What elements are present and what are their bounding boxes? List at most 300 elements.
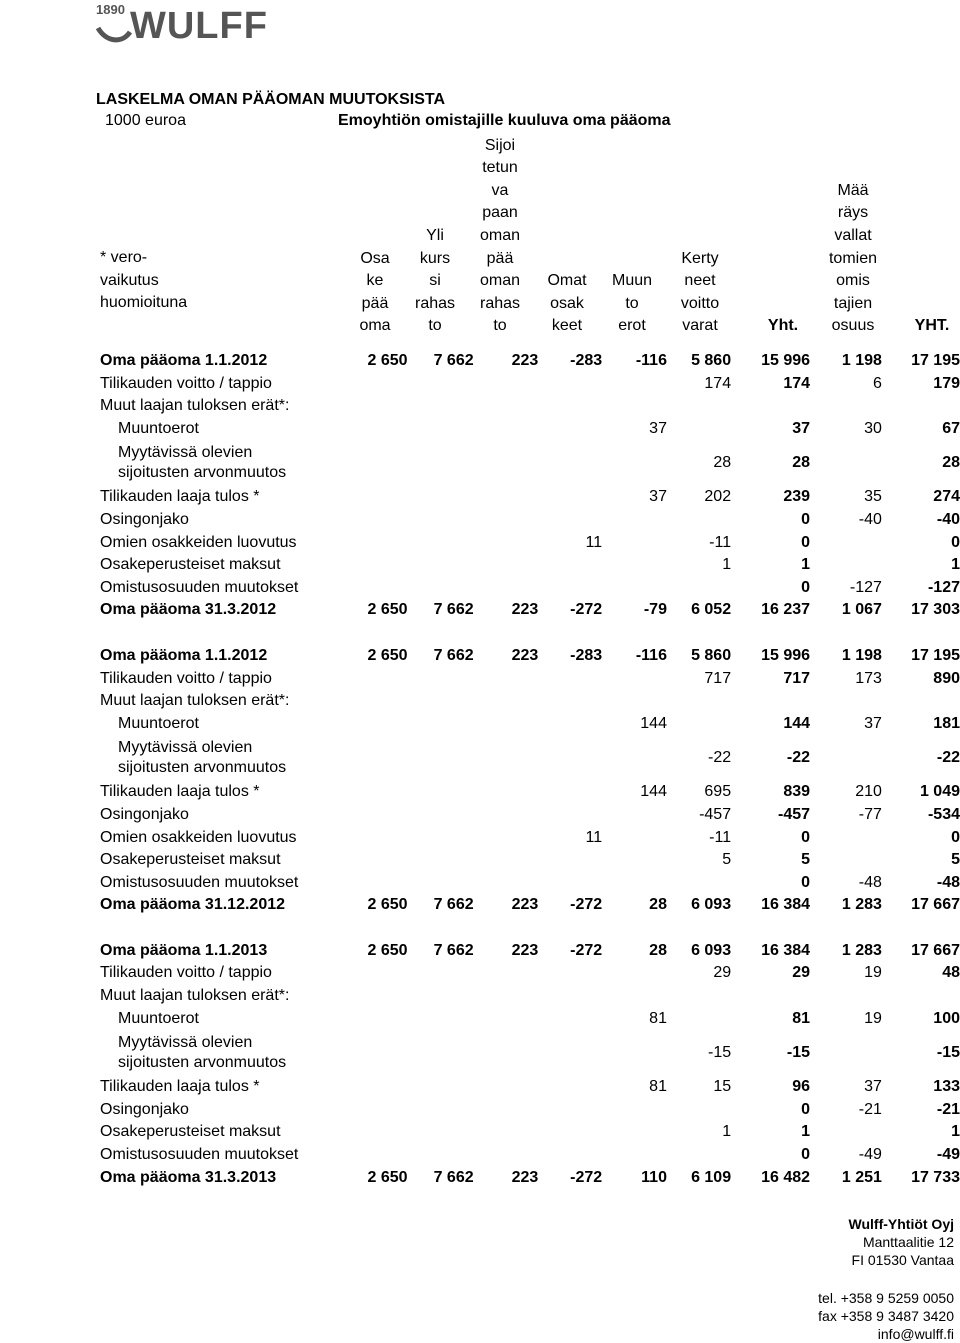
page-title: LASKELMA OMAN PÄÄOMAN MUUTOKSISTA: [96, 91, 446, 108]
cell-col-2: [408, 440, 474, 486]
column-header-line: rahas: [479, 294, 521, 312]
cell-col-4: [538, 554, 602, 577]
cell-col-2: [408, 1008, 474, 1031]
column-header-line: Sijoi: [484, 136, 516, 154]
row-label: Omien osakkeiden luovutus: [100, 533, 297, 551]
cell-col-8: 37: [864, 714, 882, 732]
table-row: [100, 440, 960, 486]
cell-col-8: 19: [864, 964, 882, 982]
cell-col-7: 0: [801, 828, 811, 846]
cell-col-3: 223: [511, 601, 539, 619]
cell-col-8: [810, 532, 882, 555]
cell-col-1: [361, 486, 408, 509]
cell-col-2: [408, 1099, 474, 1122]
cell-col-5: [602, 509, 667, 532]
cell-col-8: 30: [864, 419, 882, 437]
column-header-7: [743, 133, 823, 338]
cell-col-5: 144: [640, 783, 667, 801]
cell-col-6: [667, 1008, 731, 1031]
cell-col-6: [667, 1144, 731, 1167]
cell-col-2: [408, 985, 474, 1008]
cell-col-8: [810, 735, 882, 781]
cell-col-8: [810, 440, 882, 486]
column-header-line: pää: [361, 294, 389, 312]
company-email[interactable]: info@wulff.fi: [877, 1326, 954, 1342]
row-label: Tilikauden laaja tulos *: [100, 1078, 260, 1096]
table-row: [100, 781, 960, 804]
cell-col-7: 0: [801, 1100, 811, 1118]
cell-col-7: 144: [783, 714, 811, 732]
table-row: [100, 1030, 960, 1076]
cell-col-2: [408, 577, 474, 600]
cell-col-6: 6 093: [691, 896, 732, 914]
cell-col-3: [474, 1121, 539, 1144]
cell-col-9: 17 195: [911, 646, 960, 664]
cell-col-2: [408, 827, 474, 850]
table-row: [100, 509, 960, 532]
cell-col-9: -49: [936, 1146, 960, 1164]
cell-col-4: 11: [585, 828, 603, 846]
cell-col-2: [408, 395, 474, 418]
cell-col-3: [474, 849, 539, 872]
column-group-title: Emoyhtiön omistajille kuuluva oma pääoma: [338, 112, 671, 129]
cell-col-1: [361, 668, 408, 691]
column-header-line: tajien: [833, 294, 873, 312]
column-header-line: omis: [836, 272, 870, 290]
cell-col-1: [361, 509, 408, 532]
cell-col-5: [602, 554, 667, 577]
cell-col-3: 223: [511, 941, 539, 959]
cell-col-7: 1: [801, 556, 811, 574]
cell-col-9: -48: [936, 873, 960, 891]
cell-col-5: [602, 1144, 667, 1167]
cell-col-4: [538, 1030, 602, 1076]
cell-col-5: [602, 985, 667, 1008]
cell-col-1: [361, 781, 408, 804]
cell-col-2: 7 662: [433, 646, 474, 664]
column-header-line: tetun: [482, 159, 518, 177]
cell-col-7: 0: [801, 533, 811, 551]
cell-col-8: [810, 1121, 882, 1144]
table-row: [100, 1167, 960, 1190]
cell-col-7: [731, 690, 810, 713]
cell-col-9: 0: [951, 828, 960, 846]
cell-col-3: [474, 1030, 539, 1076]
cell-col-3: [474, 440, 539, 486]
cell-col-5: [602, 827, 667, 850]
column-header-line: erot: [618, 317, 646, 335]
cell-col-4: [538, 486, 602, 509]
cell-col-9: 17 303: [911, 601, 960, 619]
cell-col-6: -22: [707, 749, 732, 767]
row-label: Muut laajan tuloksen erät*:: [100, 692, 290, 710]
cell-col-8: 1 251: [841, 1168, 882, 1186]
cell-col-5: 81: [649, 1078, 667, 1096]
cell-col-4: -272: [570, 601, 603, 619]
column-header-line: YHT.: [914, 317, 950, 335]
table-row: [100, 350, 960, 373]
cell-col-7: [731, 985, 810, 1008]
cell-col-7: -15: [786, 1043, 811, 1061]
cell-col-1: 2 650: [367, 941, 408, 959]
table-row: [100, 1076, 960, 1099]
cell-col-2: 7 662: [433, 941, 474, 959]
cell-col-1: [361, 1008, 408, 1031]
cell-col-8: [810, 554, 882, 577]
cell-col-5: -116: [635, 352, 667, 369]
cell-col-7: 1: [801, 1123, 811, 1141]
cell-col-5: [602, 735, 667, 781]
cell-col-5: [602, 1030, 667, 1076]
row-label: Omistusosuuden muutokset: [100, 1146, 299, 1164]
column-header-line: to: [625, 294, 639, 312]
cell-col-4: [538, 373, 602, 396]
row-label: Muuntoerot: [118, 1009, 199, 1027]
row-label-line: Myytävissä olevien: [118, 739, 253, 757]
cell-col-5: 144: [640, 714, 667, 732]
cell-col-1: [361, 962, 408, 985]
cell-col-2: [408, 418, 474, 441]
cell-col-9: 890: [933, 669, 960, 687]
column-header-line: to: [428, 317, 442, 335]
cell-col-7: 16 482: [761, 1168, 811, 1186]
cell-col-3: [474, 373, 539, 396]
row-label: Omistusosuuden muutokset: [100, 578, 299, 596]
cell-col-9: -22: [936, 749, 960, 767]
cell-col-9: 179: [933, 374, 960, 392]
cell-col-2: [408, 962, 474, 985]
row-label: [100, 735, 361, 781]
cell-col-4: [538, 509, 602, 532]
cell-col-9: 48: [942, 964, 960, 982]
cell-col-7: 37: [792, 419, 811, 437]
cell-col-9: [882, 690, 960, 713]
cell-col-3: [474, 872, 539, 895]
cell-col-6: [667, 1099, 731, 1122]
cell-col-4: [538, 577, 602, 600]
table-row: [100, 735, 960, 781]
cell-col-3: [474, 395, 539, 418]
column-header-line: Muun: [611, 272, 653, 290]
cell-col-2: 7 662: [433, 601, 474, 619]
cell-col-1: [361, 1121, 408, 1144]
cell-col-4: -272: [570, 1168, 603, 1186]
table-row: [100, 872, 960, 895]
cell-col-6: [667, 985, 731, 1008]
cell-col-1: [361, 577, 408, 600]
table-row: [100, 894, 960, 917]
cell-col-3: 223: [511, 1168, 539, 1186]
cell-col-5: [602, 577, 667, 600]
cell-col-7: 16 237: [761, 601, 811, 619]
cell-col-6: 6 093: [691, 941, 732, 959]
cell-col-4: [538, 735, 602, 781]
column-header-line: keet: [551, 317, 583, 335]
table-row: [100, 962, 960, 985]
cell-col-3: [474, 1076, 539, 1099]
row-label: Oma pääoma 31.3.2013: [100, 1168, 277, 1186]
table-row: [100, 554, 960, 577]
cell-col-1: [361, 395, 408, 418]
row-label: Tilikauden laaja tulos *: [100, 783, 260, 801]
column-header-line: Mää: [837, 181, 869, 199]
cell-col-3: [474, 735, 539, 781]
row-label: Osakeperusteiset maksut: [100, 851, 281, 869]
equity-changes-table: [100, 350, 960, 1189]
cell-col-6: [667, 395, 731, 418]
table-row: [100, 1099, 960, 1122]
cell-col-9: 1: [951, 556, 960, 574]
cell-col-5: 37: [649, 488, 667, 506]
cell-col-8: -77: [858, 805, 882, 823]
cell-col-3: [474, 668, 539, 691]
cell-col-2: [408, 1030, 474, 1076]
cell-col-7: 5: [801, 851, 811, 869]
row-label: Tilikauden laaja tulos *: [100, 488, 260, 506]
row-label: Oma pääoma 31.12.2012: [100, 896, 286, 914]
table-row: [100, 577, 960, 600]
cell-col-1: [361, 1144, 408, 1167]
cell-col-3: [474, 1008, 539, 1031]
cell-col-9: 100: [933, 1009, 960, 1027]
cell-col-8: [810, 985, 882, 1008]
cell-col-2: [408, 1121, 474, 1144]
cell-col-6: [667, 418, 731, 441]
column-header-line: va: [491, 181, 509, 199]
cell-col-4: [538, 668, 602, 691]
cell-col-3: [474, 1144, 539, 1167]
cell-col-7: 96: [792, 1078, 811, 1096]
column-header-9: [892, 133, 960, 338]
table-row: [100, 713, 960, 736]
row-label: Osakeperusteiset maksut: [100, 1123, 281, 1141]
cell-col-4: [538, 418, 602, 441]
table-row: [100, 486, 960, 509]
cell-col-3: [474, 713, 539, 736]
cell-col-7: 0: [801, 873, 811, 891]
cell-col-1: 2 650: [367, 601, 408, 619]
cell-col-3: [474, 781, 539, 804]
column-header-line: kurs: [419, 249, 451, 267]
cell-col-6: 5 860: [691, 646, 732, 664]
cell-col-3: [474, 486, 539, 509]
cell-col-5: 37: [649, 419, 667, 437]
company-street: Manttaalitie 12: [862, 1234, 954, 1250]
row-label: [100, 1030, 361, 1076]
cell-col-6: [667, 690, 731, 713]
column-header-8: [813, 133, 893, 338]
cell-col-6: -11: [709, 533, 732, 551]
column-header-line: neet: [684, 272, 716, 290]
table-row: [100, 668, 960, 691]
cell-col-9: -15: [936, 1043, 960, 1061]
cell-col-7: 16 384: [761, 941, 811, 959]
row-label: Oma pääoma 1.1.2012: [100, 352, 268, 369]
cell-col-3: [474, 532, 539, 555]
cell-col-1: [361, 554, 408, 577]
cell-col-4: [538, 1144, 602, 1167]
header-stub: [100, 133, 300, 315]
cell-col-2: 7 662: [433, 352, 474, 369]
cell-col-8: 35: [864, 488, 882, 506]
row-label: Omien osakkeiden luovutus: [100, 828, 297, 846]
cell-col-8: -49: [858, 1146, 882, 1164]
cell-col-5: [602, 962, 667, 985]
row-label: Osingonjako: [100, 805, 189, 823]
table-row: [100, 1121, 960, 1144]
cell-col-7: 29: [792, 964, 811, 982]
column-header-line: rahas: [414, 294, 456, 312]
cell-col-7: 16 384: [761, 896, 811, 914]
cell-col-7: 0: [801, 510, 811, 528]
table-row: [100, 532, 960, 555]
cell-col-4: [538, 1076, 602, 1099]
cell-col-8: 1 198: [841, 646, 882, 664]
column-header-line: si: [429, 272, 441, 290]
cell-col-4: [538, 781, 602, 804]
cell-col-2: [408, 532, 474, 555]
row-label: Tilikauden voitto / tappio: [100, 374, 272, 392]
cell-col-4: [538, 690, 602, 713]
cell-col-3: [474, 418, 539, 441]
cell-col-5: [602, 373, 667, 396]
company-city: FI 01530 Vantaa: [851, 1252, 954, 1268]
cell-col-4: [538, 872, 602, 895]
row-label: Osingonjako: [100, 510, 189, 528]
cell-col-6: [667, 509, 731, 532]
cell-col-9: -21: [936, 1100, 960, 1118]
column-header-line: osuus: [831, 317, 875, 335]
cell-col-7: 15 996: [761, 352, 811, 369]
column-header-line: Omat: [547, 272, 587, 290]
table-row: [100, 395, 960, 418]
cell-col-2: [408, 735, 474, 781]
table-row: [100, 645, 960, 668]
row-label-line: sijoitusten arvonmuutos: [118, 1054, 287, 1072]
cell-col-8: 19: [864, 1009, 882, 1027]
cell-col-5: 28: [649, 896, 667, 914]
cell-col-4: -283: [570, 352, 603, 369]
cell-col-6: 29: [713, 964, 732, 982]
column-header-line: Kerty: [681, 249, 719, 267]
cell-col-9: 1 049: [919, 783, 960, 801]
cell-col-9: 133: [933, 1078, 960, 1096]
cell-col-4: [538, 713, 602, 736]
cell-col-5: [602, 872, 667, 895]
column-header-line: osak: [550, 294, 584, 312]
cell-col-7: 239: [783, 488, 811, 506]
cell-col-6: -457: [699, 805, 732, 823]
cell-col-6: 6 052: [691, 601, 732, 619]
cell-col-7: 717: [783, 669, 811, 687]
cell-col-1: [361, 440, 408, 486]
cell-col-5: 110: [641, 1168, 667, 1186]
cell-col-8: -21: [858, 1100, 882, 1118]
cell-col-1: [361, 1030, 408, 1076]
cell-col-7: 15 996: [761, 646, 811, 664]
cell-col-2: [408, 1076, 474, 1099]
svg-text:1890: 1890: [96, 2, 125, 17]
cell-col-7: 0: [801, 1146, 811, 1164]
cell-col-9: 1: [951, 1123, 960, 1141]
cell-col-1: [361, 690, 408, 713]
cell-col-7: [731, 395, 810, 418]
row-label: Omistusosuuden muutokset: [100, 873, 299, 891]
cell-col-2: [408, 486, 474, 509]
cell-col-1: [361, 985, 408, 1008]
cell-col-3: [474, 690, 539, 713]
cell-col-3: 223: [511, 896, 539, 914]
row-label: Muut laajan tuloksen erät*:: [100, 397, 290, 415]
column-header-line: oman: [479, 272, 521, 290]
cell-col-8: 1 198: [841, 352, 882, 369]
unit-label: 1000 euroa: [105, 112, 186, 129]
wulff-logo: [96, 2, 366, 44]
cell-col-8: [810, 849, 882, 872]
column-header-line: oman: [479, 227, 521, 245]
row-label: [100, 440, 361, 486]
cell-col-6: 5: [722, 851, 732, 869]
cell-col-3: 223: [511, 352, 539, 369]
row-label: Oma pääoma 31.3.2012: [100, 601, 277, 619]
cell-col-1: [361, 804, 408, 827]
cell-col-9: 67: [942, 419, 960, 437]
row-label: Tilikauden voitto / tappio: [100, 669, 272, 687]
cell-col-7: 0: [801, 578, 811, 596]
cell-col-3: [474, 985, 539, 1008]
cell-col-6: 717: [704, 669, 732, 687]
cell-col-8: 1 067: [841, 601, 882, 619]
cell-col-2: [408, 781, 474, 804]
table-row: [100, 418, 960, 441]
cell-col-6: 6 109: [691, 1168, 732, 1186]
cell-col-8: -127: [849, 578, 882, 596]
cell-col-1: [361, 1099, 408, 1122]
cell-col-6: 174: [704, 374, 732, 392]
table-row: [100, 940, 960, 963]
row-label: Oma pääoma 1.1.2012: [100, 646, 268, 664]
cell-col-3: [474, 827, 539, 850]
row-label-line: Myytävissä olevien: [118, 1034, 253, 1052]
cell-col-4: [538, 440, 602, 486]
cell-col-6: 202: [704, 488, 732, 506]
column-header-line: paan: [482, 204, 518, 222]
cell-col-1: 2 650: [367, 352, 408, 369]
cell-col-5: 81: [649, 1009, 667, 1027]
row-label-line: sijoitusten arvonmuutos: [118, 464, 287, 482]
cell-col-9: 17 667: [911, 896, 960, 914]
cell-col-9: 17 667: [911, 941, 960, 959]
cell-col-9: 274: [933, 488, 960, 506]
cell-col-5: [602, 1099, 667, 1122]
cell-col-3: [474, 962, 539, 985]
stub-line: vaikutus: [100, 271, 159, 289]
cell-col-2: [408, 804, 474, 827]
cell-col-8: 1 283: [841, 941, 882, 959]
stub-line: * vero-: [100, 249, 148, 267]
cell-col-8: [810, 1030, 882, 1076]
cell-col-8: [810, 395, 882, 418]
column-header-line: pää: [486, 249, 514, 267]
cell-col-4: [538, 1121, 602, 1144]
cell-col-5: [602, 668, 667, 691]
cell-col-4: [538, 1099, 602, 1122]
table-row: [100, 373, 960, 396]
row-label: Muuntoerot: [118, 419, 199, 437]
cell-col-8: [810, 827, 882, 850]
company-tel: tel. +358 9 5259 0050: [818, 1290, 954, 1306]
cell-col-9: 0: [951, 533, 960, 551]
